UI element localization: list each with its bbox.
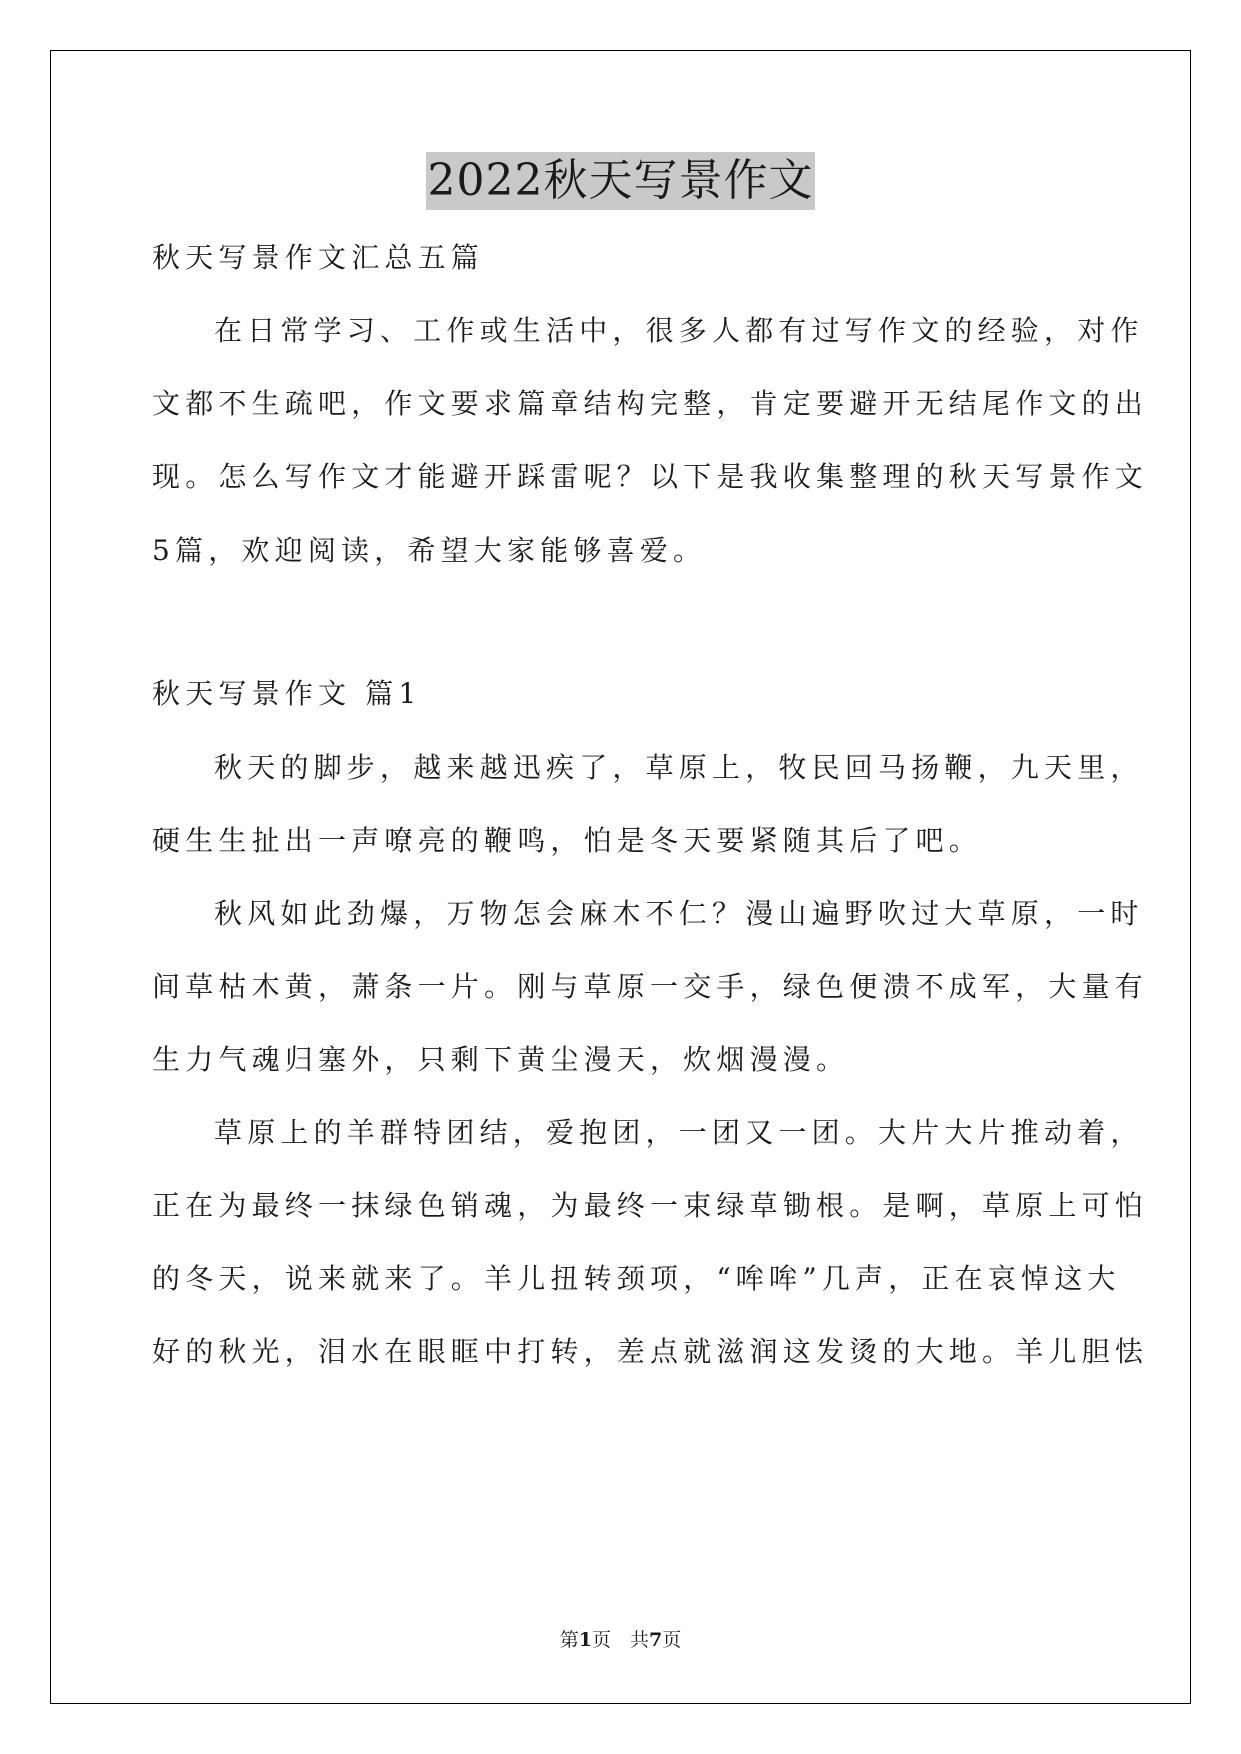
paragraph-line: 硬生生扯出一声嘹亮的鞭鸣，怕是冬天要紧随其后了吧。 — [152, 824, 983, 857]
title-container — [0, 152, 1241, 210]
paragraph-line: 间草枯木黄，萧条一片。刚与草原一交手，绿色便溃不成军，大量有 — [152, 970, 1149, 1003]
paragraph-line: 正在为最终一抹绿色销魂，为最终一束绿草锄根。是啊，草原上可怕 — [152, 1189, 1149, 1222]
paragraph-line: 的冬天，说来就来了。羊儿扭转颈项，“哞哞”几声，正在哀悼这大 — [152, 1262, 1121, 1295]
paragraph-line: 在日常学习、工作或生活中，很多人都有过写作文的经验，对作 — [214, 314, 1144, 347]
paragraph-line: 草原上的羊群特团结，爱抱团，一团又一团。大片大片推动着， — [214, 1116, 1144, 1149]
paragraph-line: 文都不生疏吧，作文要求篇章结构完整，肯定要避开无结尾作文的出 — [152, 387, 1149, 420]
page-mid: 页 共 — [591, 1629, 649, 1651]
paragraph-line: 现。怎么写作文才能避开踩雷呢？以下是我收集整理的秋天写景作文 — [152, 460, 1149, 493]
subtitle-line: 秋天写景作文汇总五篇 — [152, 241, 485, 274]
paragraph-line: 好的秋光，泪水在眼眶中打转，差点就滋润这发烫的大地。羊儿胆怯 — [152, 1335, 1149, 1368]
page-footer — [0, 1628, 1241, 1652]
paragraph-line: 5篇，欢迎阅读，希望大家能够喜爱。 — [152, 534, 707, 567]
total-page-number: 7 — [649, 1629, 663, 1651]
current-page-number: 1 — [578, 1629, 592, 1651]
section-heading: 秋天写景作文 篇1 — [152, 677, 422, 710]
page-suffix: 页 — [662, 1629, 682, 1651]
paragraph-line: 秋天的脚步，越来越迅疾了，草原上，牧民回马扬鞭，九天里， — [214, 751, 1144, 784]
document-title: 2022秋天写景作文 — [426, 152, 816, 210]
paragraph-line: 秋风如此劲爆，万物怎会麻木不仁？漫山遍野吹过大草原，一时 — [214, 897, 1144, 930]
page-prefix: 第 — [559, 1629, 579, 1651]
paragraph-line: 生力气魂归塞外，只剩下黄尘漫天，炊烟漫漫。 — [152, 1043, 850, 1076]
page-border — [50, 50, 1191, 1704]
